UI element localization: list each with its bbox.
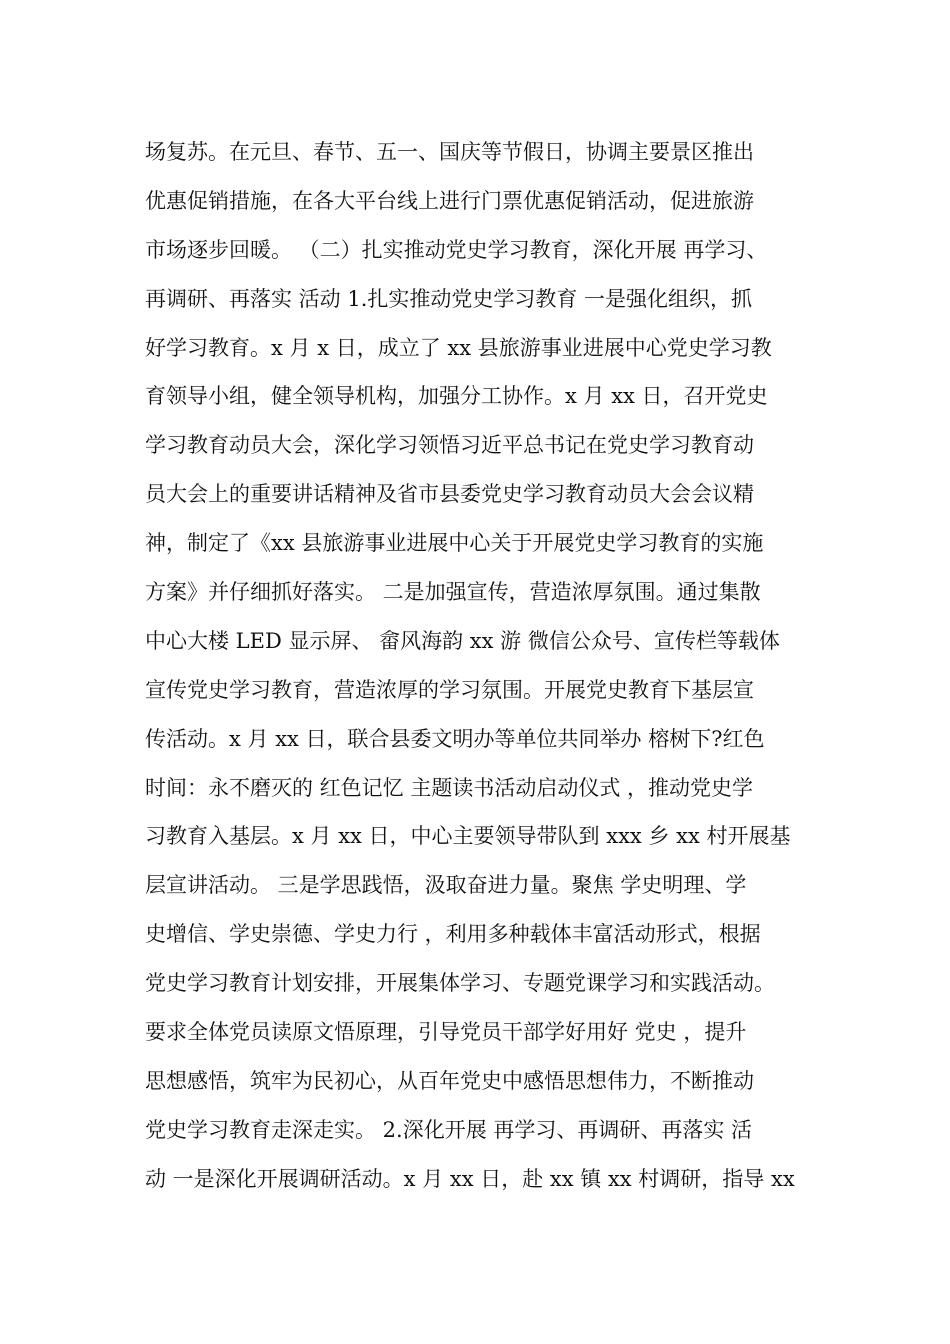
text-line: 动 一是深化开展调研活动。x 月 xx 日，赴 xx 镇 xx 村调研，指导 xx [145, 1166, 795, 1191]
text-line: 好学习教育。x 月 x 日，成立了 xx 县旅游事业进展中心党史学习教 [145, 335, 772, 360]
text-line: 员大会上的重要讲话精神及省市县委党史学习教育动员大会会议精 [145, 482, 754, 507]
text-line: 层宣讲活动。 三是学思践悟，汲取奋进力量。聚焦 学史明理、学 [145, 873, 747, 898]
text-line: 党史学习教育计划安排，开展集体学习、专题党课学习和实践活动。 [145, 971, 775, 996]
text-line: 中心大楼 LED 显示屏、 畲风海韵 xx 游 微信公众号、宣传栏等载体 [145, 628, 780, 653]
text-line: 党史学习教育走深走实。 2.深化开展 再学习、再调研、再落实 活 [145, 1117, 753, 1142]
text-line: 方案》并仔细抓好落实。 二是加强宣传，营造浓厚氛围。通过集散 [145, 580, 761, 605]
text-line: 宣传党史学习教育，营造浓厚的学习氛围。开展党史教育下基层宣 [145, 677, 754, 702]
text-line: 史增信、学史崇德、学史力行 ，利用多种载体丰富活动形式，根据 [145, 922, 761, 947]
body-text [145, 132, 835, 1208]
text-line: 优惠促销措施，在各大平台线上进行门票优惠促销活动，促进旅游 [145, 188, 754, 213]
text-line: 场复苏。在元旦、春节、五一、国庆等节假日，协调主要景区推出 [145, 140, 754, 164]
text-line: 神，制定了《xx 县旅游事业进展中心关于开展党史学习教育的实施 [145, 531, 764, 556]
text-line: 思想感悟，筑牢为民初心，从百年党史中感悟思想伟力，不断推动 [145, 1068, 754, 1093]
text-line: 学习教育动员大会，深化学习领悟习近平总书记在党史学习教育动 [145, 433, 754, 458]
text-line: 传活动。x 月 xx 日，联合县委文明办等单位共同举办 榕树下?红色 [145, 726, 765, 751]
text-line: 市场逐步回暖。 （二）扎实推动党史学习教育，深化开展 再学习、 [145, 237, 768, 262]
text-line: 育领导小组，健全领导机构，加强分工协作。x 月 xx 日，召开党史 [145, 384, 768, 409]
text-line: 要求全体党员读原文悟原理，引导党员干部学好用好 党史 ，提升 [145, 1020, 747, 1045]
text-line: 时间：永不磨灭的 红色记忆 主题读书活动启动仪式 ，推动党史学 [145, 775, 754, 800]
text-line: 再调研、再落实 活动 1.扎实推动党史学习教育 一是强化组织，抓 [145, 286, 753, 311]
text-line: 习教育入基层。x 月 xx 日，中心主要领导带队到 xxx 乡 xx 村开展基 [145, 824, 791, 849]
